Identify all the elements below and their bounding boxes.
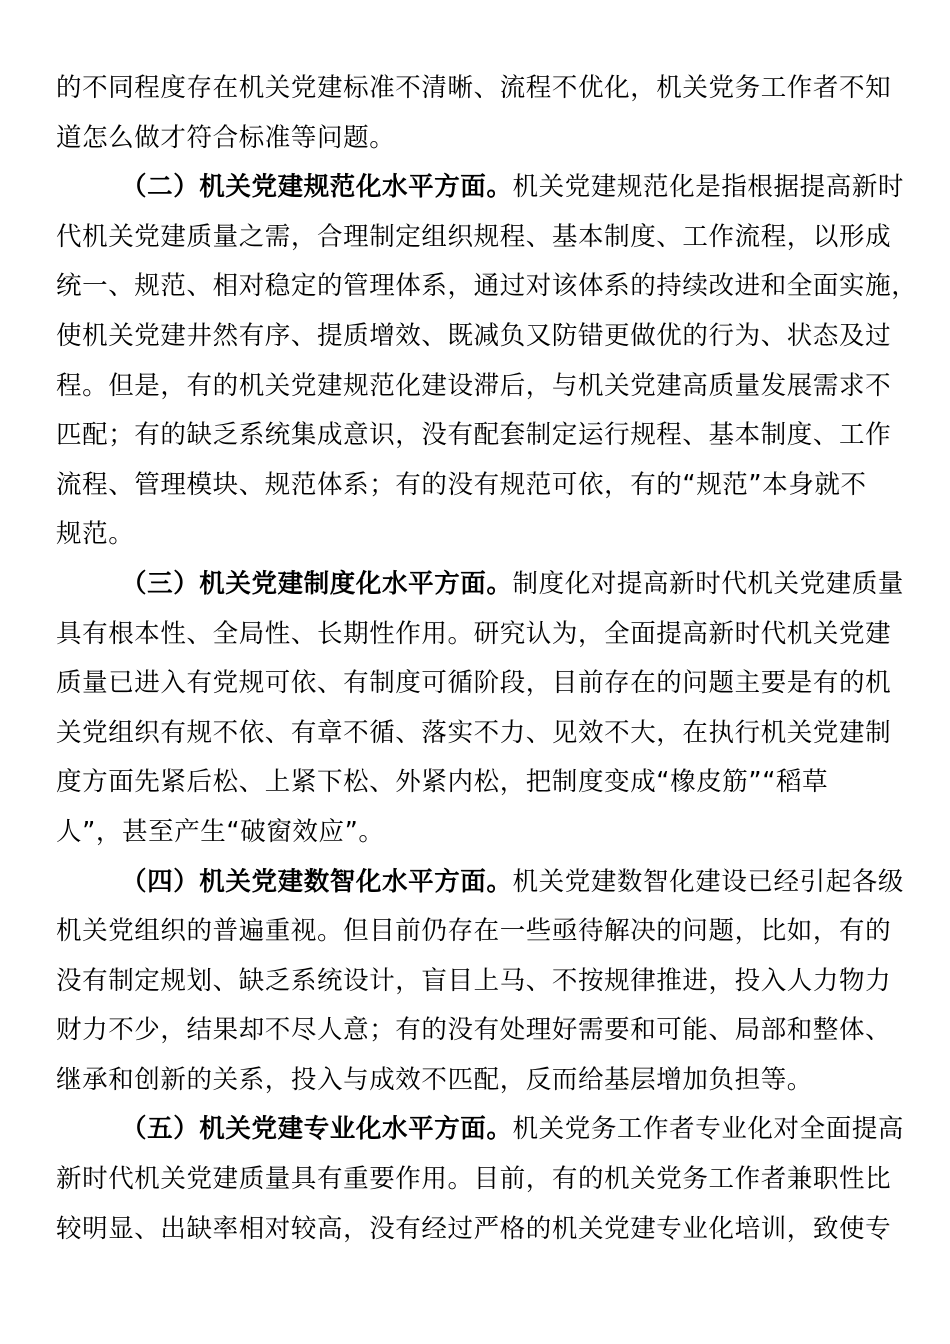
text-line: [56, 858, 905, 908]
text-line: 新时代机关党建质量具有重要作用。目前，有的机关党务工作者兼职性比: [56, 1164, 892, 1195]
paragraph-section-4: [56, 858, 905, 1106]
text-line: 匹配；有的缺乏系统集成意识，没有配套制定运行规程、基本制度、工作: [56, 420, 892, 451]
paragraph-section-3: [56, 560, 905, 858]
paragraph-section-2: [56, 163, 918, 560]
text-line: [56, 163, 905, 213]
text-line: 统一、规范、相对稳定的管理体系，通过对该体系的持续改进和全面实施，: [56, 271, 918, 302]
text-line: 人”，甚至产生“破窗效应”。: [56, 816, 385, 847]
text-run: 机关党务工作者专业化对全面提高: [512, 1114, 905, 1145]
text-line: [56, 560, 905, 610]
text-run: 机关党建规范化是指根据提高新时: [512, 172, 905, 203]
text-line: 的不同程度存在机关党建标准不清晰、流程不优化，机关党务工作者不知: [56, 73, 892, 103]
text-line: 关党组织有规不依、有章不循、落实不力、见效不大，在执行机关党建制: [56, 717, 892, 748]
text-line: 没有制定规划、缺乏系统设计，盲目上马、不按规律推进，投入人力物力: [56, 965, 892, 996]
text-line: 财力不少，结果却不尽人意；有的没有处理好需要和可能、局部和整体、: [56, 1015, 892, 1046]
text-line: 规范。: [56, 519, 135, 550]
paragraph-continuation: [56, 64, 892, 163]
text-run: 机关党建数智化建设已经引起各级: [512, 866, 905, 897]
text-line: 继承和创新的关系，投入与成效不匹配，反而给基层增加负担等。: [56, 1064, 813, 1095]
text-line: 程。但是，有的机关党建规范化建设滞后，与机关党建高质量发展需求不: [56, 370, 892, 401]
text-line: 道怎么做才符合标准等问题。: [56, 122, 396, 153]
text-line: 代机关党建质量之需，合理制定组织规程、基本制度、工作流程，以形成: [56, 221, 892, 252]
text-line: 质量已进入有党规可依、有制度可循阶段，目前存在的问题主要是有的机: [56, 668, 892, 699]
text-line: [56, 1105, 905, 1155]
section-heading: （三）机关党建制度化水平方面。: [121, 568, 513, 599]
text-line: 度方面先紧后松、上紧下松、外紧内松，把制度变成“橡皮筋”“稻草: [56, 767, 829, 798]
text-line: 较明显、出缺率相对较高，没有经过严格的机关党建专业化培训，致使专: [56, 1213, 892, 1244]
text-line: 具有根本性、全局性、长期性作用。研究认为，全面提高新时代机关党建: [56, 618, 892, 649]
section-heading: （四）机关党建数智化水平方面。: [121, 866, 513, 897]
section-heading: （二）机关党建规范化水平方面。: [121, 172, 513, 203]
text-line: 使机关党建井然有序、提质增效、既减负又防错更做优的行为、状态及过: [56, 320, 892, 351]
section-heading: （五）机关党建专业化水平方面。: [121, 1114, 513, 1145]
text-run: 制度化对提高新时代机关党建质量: [512, 568, 905, 599]
paragraph-section-5: [56, 1105, 905, 1254]
text-line: 流程、管理模块、规范体系；有的没有规范可依，有的“规范”本身就不: [56, 469, 867, 500]
text-line: 机关党组织的普遍重视。但目前仍存在一些亟待解决的问题，比如，有的: [56, 916, 892, 947]
document-page: [56, 64, 918, 1254]
